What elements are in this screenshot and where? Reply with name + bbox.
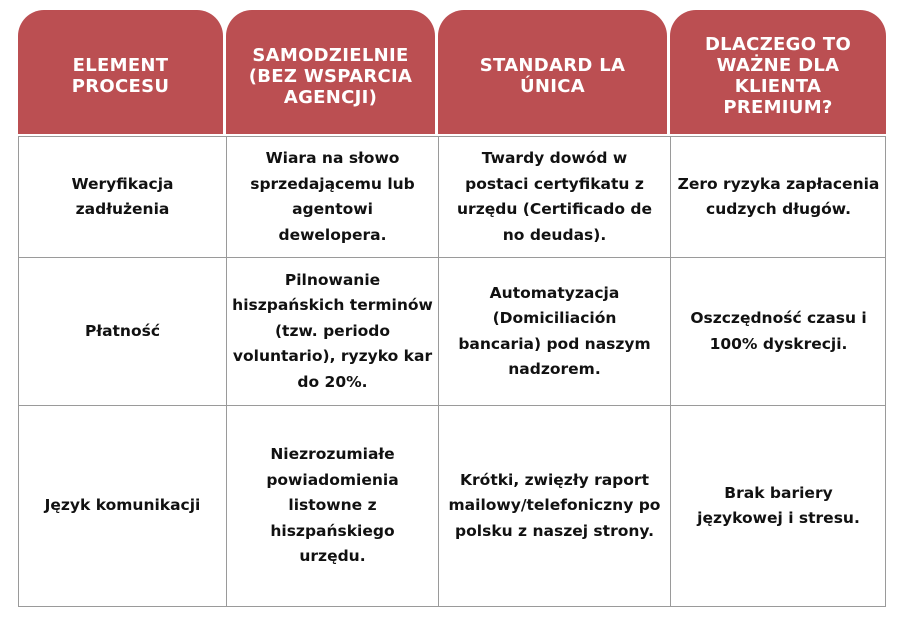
cell-text: Automatyzacja (Domiciliación bancaria) pod naszym nadzorem. — [458, 283, 651, 378]
cell-text: Wiara na słowo sprzedającemu lub agentowi dewelopera. — [250, 149, 415, 244]
header-cell-why — [670, 10, 886, 134]
header-label: ELEMENT PROCESU — [71, 55, 170, 97]
table-cell-standard — [439, 258, 670, 405]
cell-text: Twardy dowód w postaci certyfikatu z urzędu (Certificado de no deudas). — [457, 149, 652, 244]
table-cell-why — [671, 406, 886, 606]
cell-text: Niezrozumiałe powiadomienia listowne z hiszpańskiego urzędu. — [266, 445, 399, 566]
header-label: STANDARD LA ÚNICA — [479, 55, 626, 97]
cell-text: Płatność — [84, 321, 161, 340]
table-cell-element — [19, 258, 226, 405]
header-cell-standard — [438, 10, 667, 134]
table-cell-why — [671, 258, 886, 405]
table-cell-element — [19, 137, 226, 257]
table-cell-standard — [439, 137, 670, 257]
table-cell-why — [671, 137, 886, 257]
cell-text: Oszczędność czasu i 100% dyskrecji. — [690, 309, 867, 353]
header-label: SAMODZIELNIE (BEZ WSPARCIA AGENCJI) — [248, 44, 413, 108]
header-cell-element — [18, 10, 223, 134]
header-label: DLACZEGO TO WAŻNE DLA KLIENTA PREMIUM? — [704, 34, 852, 118]
header-cell-self — [226, 10, 435, 134]
table-body — [18, 136, 886, 607]
table-header-row — [18, 10, 886, 134]
table-cell-element — [19, 406, 226, 606]
table-cell-standard — [439, 406, 670, 606]
table-cell-self — [227, 258, 438, 405]
comparison-table — [18, 10, 886, 607]
table-cell-self — [227, 137, 438, 257]
cell-text: Język komunikacji — [44, 496, 201, 515]
cell-text: Zero ryzyka zapłacenia cudzych długów. — [677, 174, 880, 218]
table-cell-self — [227, 406, 438, 606]
cell-text: Weryfikacja zadłużenia — [71, 174, 174, 218]
cell-text: Pilnowanie hiszpańskich terminów (tzw. periodo voluntario), ryzyko kar do 20%. — [232, 270, 433, 391]
cell-text: Krótki, zwięzły raport mailowy/telefoniczny po polsku z naszej strony. — [448, 470, 661, 540]
cell-text: Brak bariery językowej i stresu. — [697, 483, 860, 527]
